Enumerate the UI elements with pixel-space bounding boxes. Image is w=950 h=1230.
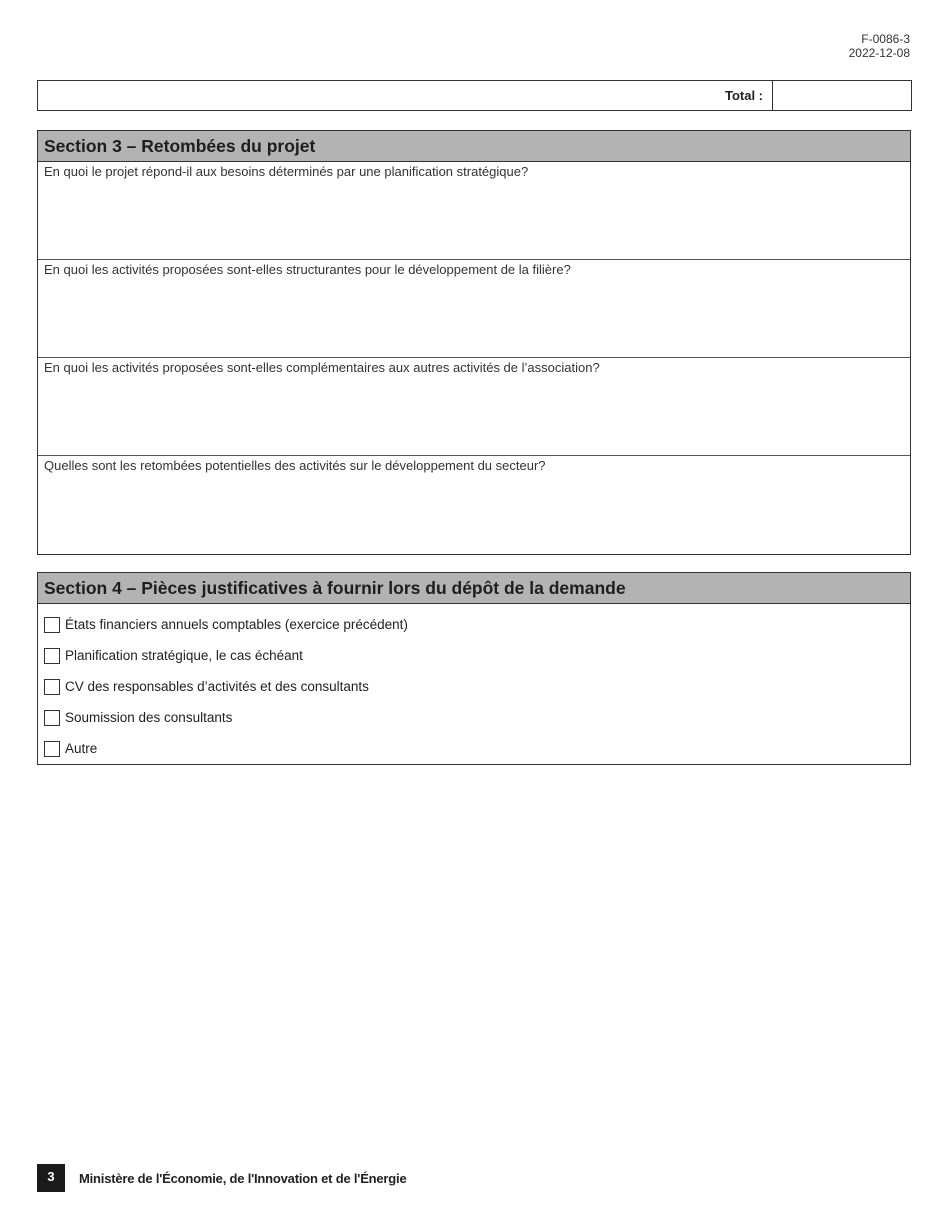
question-field-1[interactable] bbox=[38, 162, 910, 260]
section-4-title: Section 4 – Pièces justificatives à fournir lors du dépôt de la demande bbox=[38, 573, 910, 604]
total-row bbox=[37, 80, 912, 111]
checklist-item-label: Planification stratégique, le cas échéant bbox=[65, 648, 303, 663]
form-code: F-0086-3 bbox=[861, 32, 910, 46]
document-checklist bbox=[38, 604, 910, 764]
checkbox-consultant-quote[interactable] bbox=[44, 710, 60, 726]
checklist-item bbox=[38, 671, 910, 702]
checkbox-cv[interactable] bbox=[44, 679, 60, 695]
ministry-name: Ministère de l'Économie, de l'Innovation et de l'Énergie bbox=[79, 1170, 407, 1186]
question-label-4: Quelles sont les retombées potentielles des activités sur le développement du secteur? bbox=[44, 458, 546, 473]
document-reference bbox=[849, 32, 910, 60]
checkbox-strategic-planning[interactable] bbox=[44, 648, 60, 664]
checkbox-other[interactable] bbox=[44, 741, 60, 757]
checklist-item-label: États financiers annuels comptables (exercice précédent) bbox=[65, 617, 408, 632]
question-field-2[interactable] bbox=[38, 260, 910, 358]
checklist-item bbox=[38, 640, 910, 671]
section-4 bbox=[37, 572, 911, 765]
page-number: 3 bbox=[37, 1164, 65, 1192]
total-input[interactable] bbox=[772, 81, 911, 110]
section-3-title: Section 3 – Retombées du projet bbox=[38, 131, 910, 162]
checklist-item-label: CV des responsables d’activités et des consultants bbox=[65, 679, 369, 694]
question-label-1: En quoi le projet répond-il aux besoins déterminés par une planification stratégique? bbox=[44, 164, 529, 179]
page-footer bbox=[37, 1164, 406, 1192]
question-field-4[interactable] bbox=[38, 456, 910, 554]
form-date: 2022-12-08 bbox=[848, 46, 910, 60]
question-label-2: En quoi les activités proposées sont-elles structurantes pour le développement de la filière? bbox=[44, 262, 571, 277]
checklist-item-label: Soumission des consultants bbox=[65, 710, 233, 725]
question-label-3: En quoi les activités proposées sont-elles complémentaires aux autres activités de l’association? bbox=[44, 360, 600, 375]
checklist-item bbox=[38, 702, 910, 733]
checklist-item bbox=[38, 733, 910, 764]
total-label: Total : bbox=[724, 88, 763, 103]
checklist-item-label: Autre bbox=[65, 741, 98, 756]
checklist-item bbox=[38, 609, 910, 640]
question-field-3[interactable] bbox=[38, 358, 910, 456]
checkbox-financial-statements[interactable] bbox=[44, 617, 60, 633]
section-3 bbox=[37, 130, 911, 555]
